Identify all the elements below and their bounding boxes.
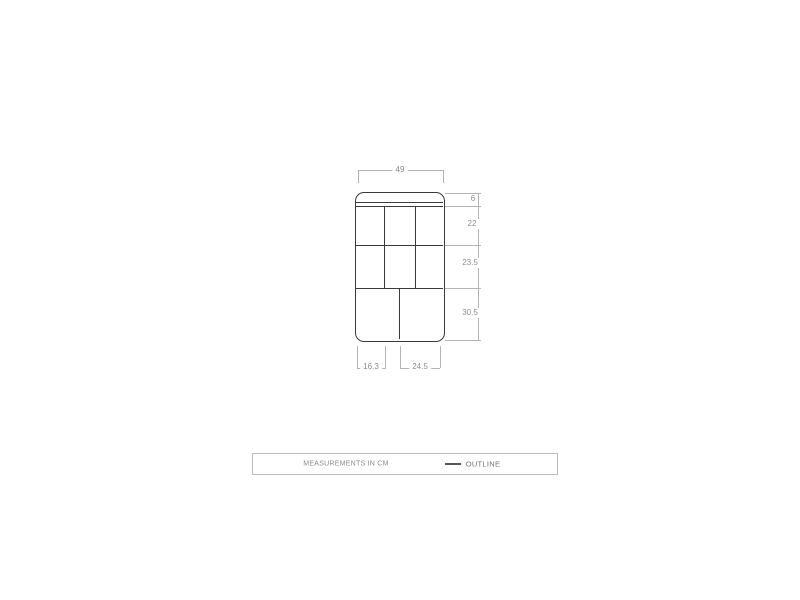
outline-legend-label: OUTLINE bbox=[465, 459, 501, 469]
middle-section-height-label: 23.5 bbox=[459, 258, 481, 268]
legend-box bbox=[252, 453, 558, 475]
measurements-unit-note: MEASUREMENTS IN CM bbox=[303, 460, 389, 468]
bottom-left-dimension-tick-left bbox=[357, 346, 358, 368]
shelf-divider-line-upper bbox=[356, 245, 443, 246]
lid-seam-line-bottom bbox=[356, 206, 443, 207]
extension-line-lid bbox=[445, 206, 481, 207]
bottom-left-dimension-tick-right bbox=[385, 346, 386, 368]
extension-line-bottom bbox=[445, 340, 481, 341]
bottom-right-width-label: 24.5 bbox=[409, 362, 431, 372]
cabinet-outline bbox=[355, 192, 445, 342]
bottom-left-width-label: 16.3 bbox=[360, 362, 382, 372]
lower-section-height-label: 30.5 bbox=[459, 308, 481, 318]
width-dimension-tick-left bbox=[358, 170, 359, 183]
bottom-right-dimension-tick-left bbox=[400, 346, 401, 368]
extension-line-shelf-lower bbox=[445, 288, 481, 289]
column-divider-line-left bbox=[384, 207, 385, 288]
bottom-right-dimension-tick-right bbox=[440, 346, 441, 368]
outline-line-sample bbox=[445, 463, 461, 465]
upper-section-height-label: 22 bbox=[465, 219, 480, 229]
bottom-compartment-divider-line bbox=[399, 289, 400, 339]
lid-height-label: 6 bbox=[468, 194, 478, 204]
width-dimension-tick-right bbox=[443, 170, 444, 183]
extension-line-shelf-upper bbox=[445, 245, 481, 246]
width-dimension-label: 49 bbox=[393, 165, 408, 175]
lid-seam-line-top bbox=[356, 202, 443, 203]
column-divider-line-right bbox=[415, 207, 416, 288]
